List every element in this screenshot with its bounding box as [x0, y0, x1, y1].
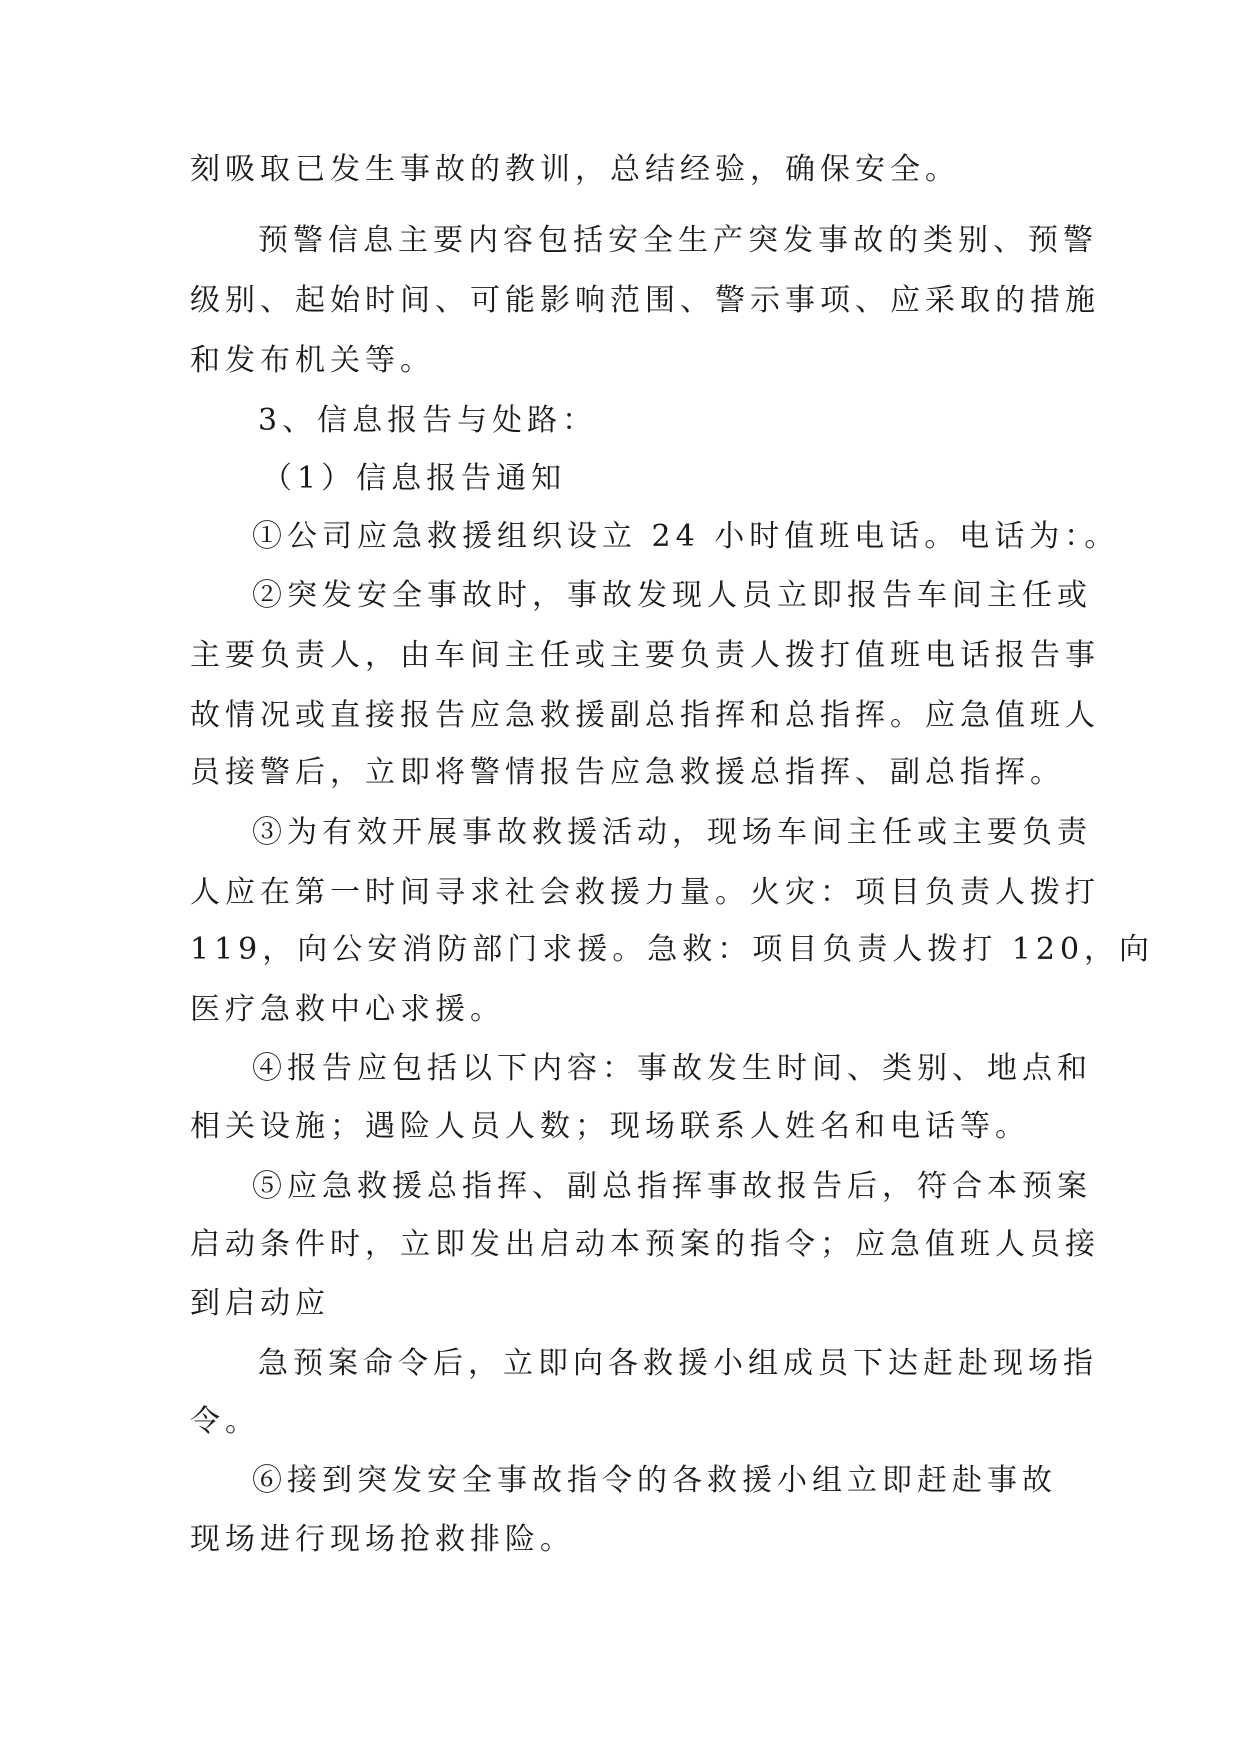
list-item: ②突发安全事故时，事故发现人员立即报告车间主任或: [252, 578, 1092, 613]
body-line: 到启动应: [190, 1286, 330, 1321]
body-line: 令。: [190, 1404, 260, 1439]
body-line: 级别、起始时间、可能影响范围、警示事项、应采取的措施: [190, 283, 1100, 318]
list-item: ①公司应急救援组织设立 24 小时值班电话。电话为：。: [252, 519, 1120, 554]
body-line: 相关设施；遇险人员人数；现场联系人姓名和电话等。: [190, 1109, 1030, 1144]
paragraph-first-line: 预警信息主要内容包括安全生产突发事故的类别、预警: [258, 223, 1098, 258]
body-line: 启动条件时，立即发出启动本预案的指令；应急值班人员接: [190, 1227, 1100, 1262]
paragraph-first-line: 急预案命令后，立即向各救援小组成员下达赶赴现场指: [258, 1346, 1098, 1381]
body-line: 主要负责人，由车间主任或主要负责人拨打值班电话报告事: [190, 638, 1100, 673]
section-heading: 3、信息报告与处路：: [258, 403, 598, 438]
body-line: 和发布机关等。: [190, 343, 435, 378]
list-item: ③为有效开展事故救援活动，现场车间主任或主要负责: [252, 815, 1092, 850]
list-item: ④报告应包括以下内容：事故发生时间、类别、地点和: [252, 1051, 1092, 1086]
body-line: 医疗急救中心求援。: [190, 992, 505, 1027]
body-line: 人应在第一时间寻求社会救援力量。火灾：项目负责人拨打: [190, 875, 1100, 910]
body-line: 刻吸取已发生事故的教训，总结经验，确保安全。: [190, 152, 960, 187]
list-item: ⑥接到突发安全事故指令的各救援小组立即赶赴事故: [252, 1463, 1057, 1498]
body-line: 员接警后，立即将警情报告应急救援总指挥、副总指挥。: [190, 755, 1065, 790]
list-item: ⑤应急救援总指挥、副总指挥事故报告后，符合本预案: [252, 1169, 1092, 1204]
body-line: 现场进行现场抢救排险。: [190, 1522, 575, 1557]
body-line: 故情况或直接报告应急救援副总指挥和总指挥。应急值班人: [190, 698, 1100, 733]
subsection-heading: （1）信息报告通知: [262, 461, 567, 496]
body-line: 119，向公安消防部门求援。急救：项目负责人拨打 120，向: [190, 932, 1155, 967]
